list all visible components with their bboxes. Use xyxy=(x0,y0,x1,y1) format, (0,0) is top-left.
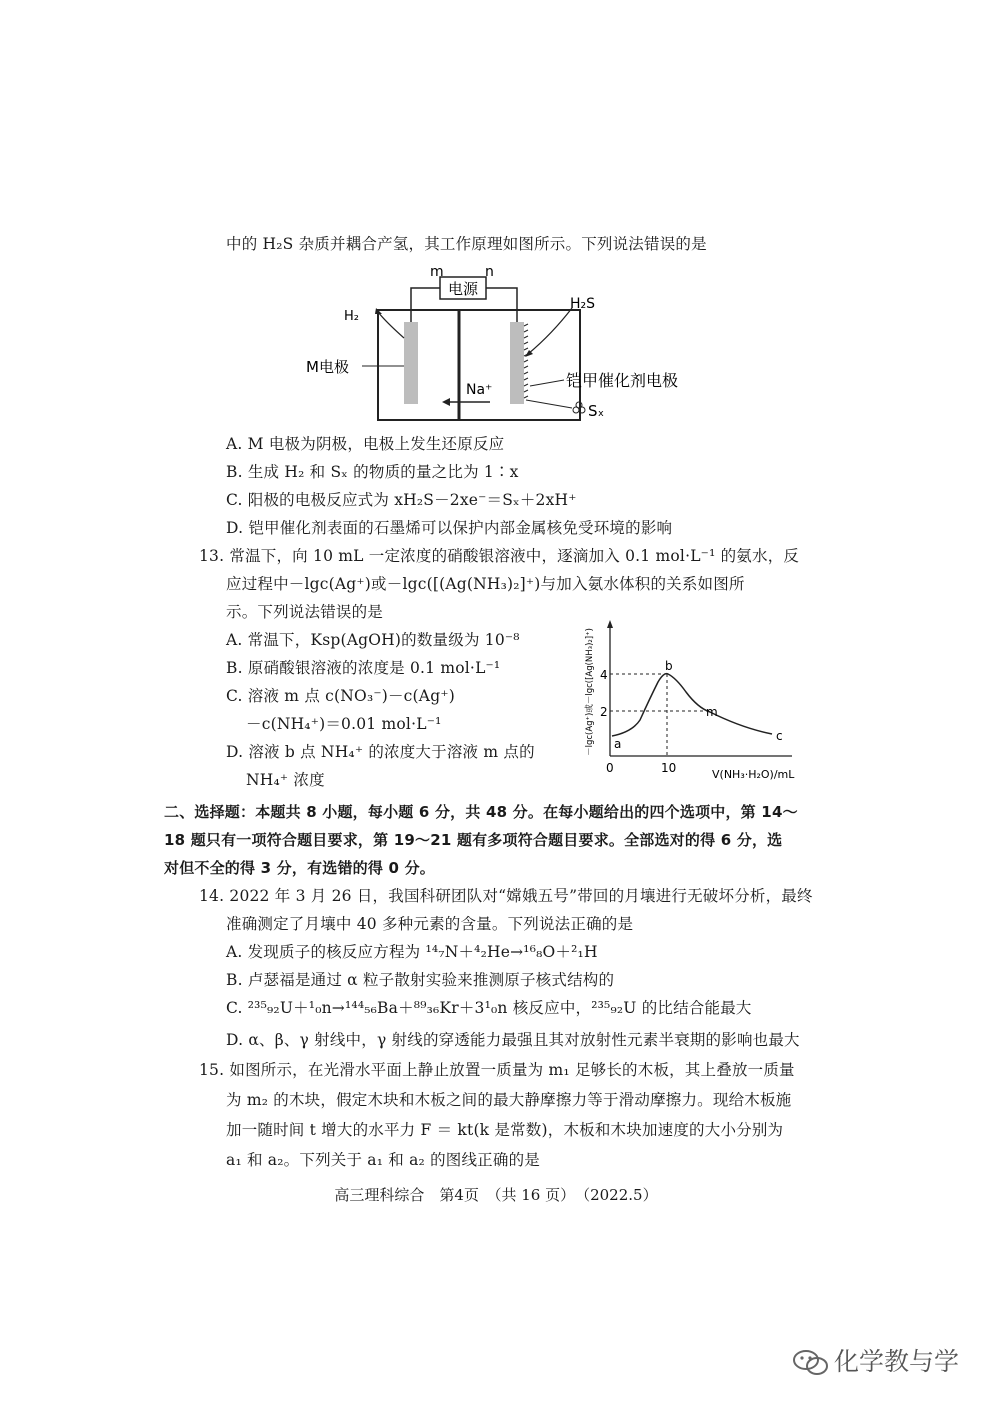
section2-line-3: 对但不全的得 3 分，有选错的得 0 分。 xyxy=(164,859,435,877)
q15-stem-3: 加一随时间 t 增大的水平力 F ＝ kt(k 是常数)，木板和木块加速度的大小分别为 xyxy=(226,1121,784,1139)
q12-option-a: A. M 电极为阴极，电极上发生还原反应 xyxy=(226,435,505,453)
point-a: a xyxy=(614,737,622,751)
q12-stem: 中的 H₂S 杂质并耦合产氢，其工作原理如图所示。下列说法错误的是 xyxy=(226,235,707,253)
q13-option-c: C. 溶液 m 点 c(NO₃⁻)－c(Ag⁺) xyxy=(226,687,455,705)
q15-stem-1: 15. 如图所示，在光滑水平面上静止放置一质量为 m₁ 足够长的木板，其上叠放一质量 xyxy=(199,1061,795,1079)
q13-stem-1: 13. 常温下，向 10 mL 一定浓度的硝酸银溶液中，逐滴加入 0.1 mol·L⁻¹ 的氨水，反 xyxy=(199,547,800,565)
point-m: m xyxy=(706,705,718,719)
q14-option-b: B. 卢瑟福是通过 α 粒子散射实验来推测原子核式结构的 xyxy=(226,971,615,989)
xtick-10: 10 xyxy=(661,761,677,775)
sx-label: Sₓ xyxy=(588,402,605,420)
ytick-2: 2 xyxy=(600,705,608,719)
titration-chart xyxy=(582,620,832,786)
page-footer: 高三理科综合 第4页 （共 16 页） （2022.5） xyxy=(334,1186,658,1204)
terminal-m: m xyxy=(430,264,444,280)
watermark xyxy=(792,1342,959,1378)
h2-label: H₂ xyxy=(344,309,359,324)
q13-option-d: D. 溶液 b 点 NH₄⁺ 的浓度大于溶液 m 点的 xyxy=(226,743,535,761)
q12-option-d: D. 铠甲催化剂表面的石墨烯可以保护内部金属核免受环境的影响 xyxy=(226,519,673,537)
section2-line-1: 二、选择题：本题共 8 小题，每小题 6 分，共 48 分。在每小题给出的四个选项中，第 14～ xyxy=(164,803,798,821)
m-electrode-label: M电极 xyxy=(306,358,349,376)
point-c: c xyxy=(776,729,783,743)
q12-option-b: B. 生成 H₂ 和 Sₓ 的物质的量之比为 1∶x xyxy=(226,463,519,481)
q13-option-c-cont: －c(NH₄⁺)＝0.01 mol·L⁻¹ xyxy=(246,715,442,733)
point-b: b xyxy=(665,659,673,673)
curve-line xyxy=(612,674,772,736)
q12-option-c: C. 阳极的电极反应式为 xH₂S－2xe⁻＝Sₓ＋2xH⁺ xyxy=(226,491,577,509)
chart-xlabel: V(NH₃·H₂O)/mL xyxy=(712,768,795,781)
terminal-n: n xyxy=(485,264,494,280)
chart-ylabel: －lgc(Ag⁺)或－lgc([Ag(NH₃)₂]⁺) xyxy=(585,628,595,756)
q14-stem-1: 14. 2022 年 3 月 26 日，我国科研团队对“嫦娥五号”带回的月壤进行无破坏分析，最终 xyxy=(199,887,813,905)
q14-option-d: D. α、β、γ 射线中，γ 射线的穿透能力最强且其对放射性元素半衰期的影响也最大 xyxy=(226,1031,800,1049)
electrolysis-diagram xyxy=(306,262,710,430)
origin-label: 0 xyxy=(606,761,614,775)
q14-option-c: C. ²³⁵₉₂U＋¹₀n→¹⁴⁴₅₆Ba＋⁸⁹₃₆Kr＋3¹₀n 核反应中，²³⁵₉₂U 的比结合能最大 xyxy=(226,999,752,1017)
q13-option-b: B. 原硝酸银溶液的浓度是 0.1 mol·L⁻¹ xyxy=(226,659,501,677)
power-label: 电源 xyxy=(447,280,479,298)
wechat-icon xyxy=(792,1348,830,1378)
na-ion-label: Na⁺ xyxy=(466,382,493,398)
q15-stem-2: 为 m₂ 的木块，假定木块和木板之间的最大静摩擦力等于滑动摩擦力。现给木板施 xyxy=(226,1091,792,1109)
q13-stem-2: 应过程中－lgc(Ag⁺)或－lgc([(Ag(NH₃)₂]⁺)与加入氨水体积的关系如图所 xyxy=(226,575,745,593)
q14-stem-2: 准确测定了月壤中 40 多种元素的含量。下列说法正确的是 xyxy=(226,915,634,933)
q15-stem-4: a₁ 和 a₂。下列关于 a₁ 和 a₂ 的图线正确的是 xyxy=(226,1151,540,1169)
q13-option-d-cont: NH₄⁺ 浓度 xyxy=(246,771,325,789)
h2s-label: H₂S xyxy=(570,296,596,312)
q13-option-a: A. 常温下，Ksp(AgOH)的数量级为 10⁻⁸ xyxy=(226,631,520,649)
catalyst-electrode-label: 铠甲催化剂电极 xyxy=(566,371,679,390)
q13-stem-3: 示。下列说法错误的是 xyxy=(226,603,384,621)
section2-line-2: 18 题只有一项符合题目要求，第 19～21 题有多项符合题目要求。全部选对的得 6 分，选 xyxy=(164,831,783,849)
watermark-text: 化学教与学 xyxy=(834,1347,960,1376)
ytick-4: 4 xyxy=(600,668,608,682)
q14-option-a: A. 发现质子的核反应方程为 ¹⁴₇N＋⁴₂He→¹⁶₈O＋²₁H xyxy=(226,943,598,961)
